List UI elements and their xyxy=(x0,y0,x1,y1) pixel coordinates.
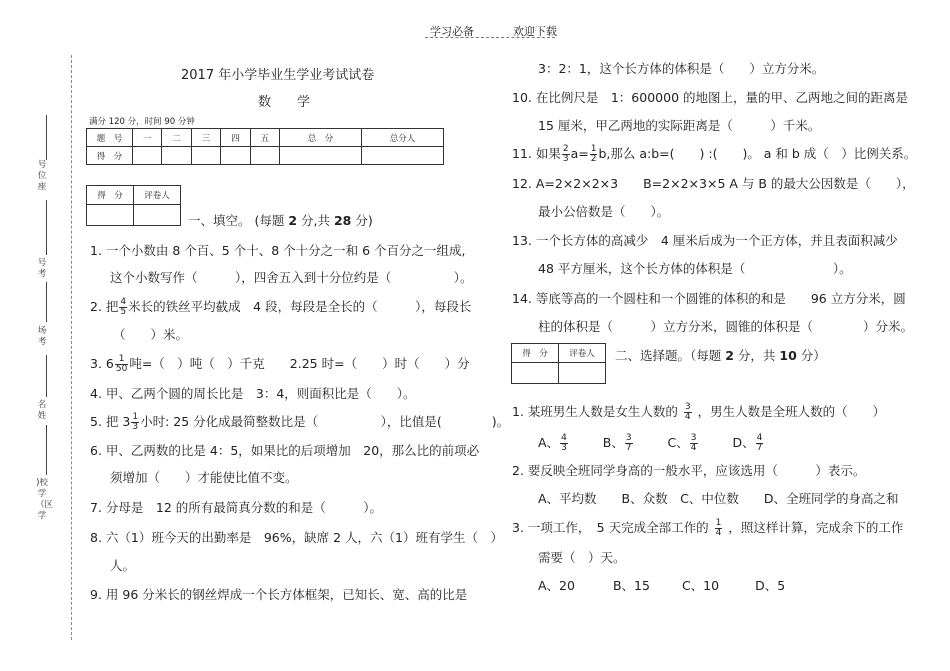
q3-text: 吨=（ ）吨（ ）千克 2.25 时=（ ）时（ ）分 xyxy=(129,356,470,371)
q6-line2: 须增加（ ）才能使比值不变。 xyxy=(110,470,298,485)
section1-points: 2 xyxy=(288,213,298,228)
numerator: 4 xyxy=(561,433,567,443)
q1-line2: 这个小数写作（ ），四舍五入到十分位约是（ ）。 xyxy=(110,270,473,285)
fraction xyxy=(590,145,598,164)
q10-line1: 10. 在比例尺是 1：600000 的地图上，量的甲、乙两地之间的距离是 xyxy=(512,90,908,105)
numerator: 1 xyxy=(715,518,722,528)
option-d[interactable] xyxy=(732,433,764,453)
denominator: 4 xyxy=(715,528,722,538)
q5-text: 小时: 25 分化成最简整数比是（ ），比值是( )。 xyxy=(140,414,510,429)
q6-line1: 6. 甲、乙两数的比是 4：5，如果比的后项增加 20，那么比的前项必 xyxy=(90,443,480,458)
denominator: 3 xyxy=(561,443,567,453)
grader-score-label: 得 分 xyxy=(87,186,134,205)
header-left: 学习必备 xyxy=(430,25,474,38)
score-header: 三 xyxy=(191,129,220,147)
score-row-label: 得 分 xyxy=(87,147,133,165)
score-cell[interactable] xyxy=(280,147,362,165)
exam-info: 满分 120 分，时间 90 分钟 xyxy=(89,117,195,127)
q5-line xyxy=(90,413,509,432)
fraction xyxy=(756,434,764,453)
seat-label: 号位座 xyxy=(37,160,47,192)
section2-heading xyxy=(615,348,826,364)
section1-heading xyxy=(188,213,373,229)
grader-reviewer-label: 评卷人 xyxy=(559,344,606,363)
grader-box xyxy=(511,343,606,384)
q14-line1: 14. 等底等高的一个圆柱和一个圆锥的体积的和是 96 立方分米，圆 xyxy=(512,291,906,306)
section1-text: 一、填空。 (每题 xyxy=(188,213,289,228)
option-b[interactable] xyxy=(602,433,634,453)
grader-box xyxy=(86,185,181,226)
score-cell[interactable] xyxy=(361,147,443,165)
score-cell[interactable] xyxy=(191,147,220,165)
numerator: 1 xyxy=(590,144,597,154)
subject-title: 数 学 xyxy=(258,95,311,110)
side-line xyxy=(46,115,47,160)
denominator: 50 xyxy=(115,364,128,374)
q2-line2: （ ）米。 xyxy=(113,327,189,342)
header-right: 欢迎下载 xyxy=(513,25,557,38)
grader-reviewer-label: 评卷人 xyxy=(134,186,181,205)
c3-line2: 需要（ ）天。 xyxy=(538,550,626,565)
q8-line2: 人。 xyxy=(110,558,136,573)
option-d[interactable]: D、5 xyxy=(755,578,786,593)
denominator: 3 xyxy=(132,422,139,432)
c3-text: 3. 一项工作， 5 天完成全部工作的 xyxy=(512,520,709,535)
q11-text: 11. 如果 xyxy=(512,146,561,161)
score-header: 题 号 xyxy=(87,129,133,147)
denominator: 4 xyxy=(684,412,691,422)
fraction xyxy=(119,298,127,317)
cut-line xyxy=(71,55,72,640)
score-cell[interactable] xyxy=(162,147,191,165)
grader-score-label: 得 分 xyxy=(512,344,559,363)
score-header: 四 xyxy=(221,129,250,147)
option-letter: B、 xyxy=(602,435,624,450)
exam-room-label: 场考 xyxy=(37,326,47,347)
side-line xyxy=(46,355,47,397)
q9-line2: 3：2：1，这个长方体的体积是（ ）立方分米。 xyxy=(538,61,825,76)
q2-text: 2. 把 xyxy=(90,299,119,314)
c2-line: 2. 要反映全班同学身高的一般水平，应该选用（ ）表示。 xyxy=(512,463,866,478)
q3-text: 3. 6 xyxy=(90,356,114,371)
numerator: 1 xyxy=(132,412,139,422)
score-table xyxy=(86,128,444,165)
section2-total: 10 xyxy=(779,348,797,363)
option-a[interactable]: A、20 xyxy=(538,578,575,593)
section2-text: 分，共 xyxy=(733,348,780,363)
q10-line2: 15 厘米，甲乙两地的实际距离是（ ）千米。 xyxy=(538,118,821,133)
q7-line: 7. 分母是 12 的所有最简真分数的和是（ ）。 xyxy=(90,500,383,515)
option-c[interactable] xyxy=(667,433,699,453)
section1-text: 分) xyxy=(351,213,373,228)
numerator: 3 xyxy=(684,402,691,412)
c2-options[interactable]: A、平均数 B、众数 C、中位数 D、全班同学的身高之和 xyxy=(538,491,899,506)
q3-line xyxy=(90,355,470,374)
c1-options xyxy=(538,434,764,453)
exam-number-label: 号考 xyxy=(37,258,47,279)
numerator: 4 xyxy=(756,433,763,443)
score-value-row xyxy=(87,147,444,165)
header-underline xyxy=(425,37,555,38)
school-label: )校学（区学 xyxy=(36,478,54,521)
numerator: 2 xyxy=(562,144,569,154)
option-a[interactable] xyxy=(538,433,569,453)
q1-line1: 1. 一个小数由 8 个百、5 个十、8 个十分之一和 6 个百分之一组成, xyxy=(90,243,466,258)
numerator: 4 xyxy=(120,297,127,307)
section2-points: 2 xyxy=(725,348,734,363)
score-header: 总 分 xyxy=(280,129,362,147)
c1-line xyxy=(512,403,885,422)
denominator: 7 xyxy=(756,443,763,453)
denominator: 2 xyxy=(590,154,597,164)
q11-text: a= xyxy=(570,146,589,161)
option-letter: D、 xyxy=(732,435,755,450)
denominator: 7 xyxy=(625,443,632,453)
q5-text: 5. 把 3 xyxy=(90,414,131,429)
denominator: 3 xyxy=(562,154,569,164)
q11-line xyxy=(512,145,916,164)
score-header-row xyxy=(87,129,444,147)
grader-cell[interactable] xyxy=(559,363,606,384)
side-line xyxy=(46,282,47,322)
numerator: 1 xyxy=(115,355,128,365)
q4-line: 4. 甲、乙两个圆的周长比是 3：4，则面积比是（ ）。 xyxy=(90,386,416,401)
score-header: 一 xyxy=(133,129,162,147)
q14-line2: 柱的体积是（ ）立方分米，圆锥的体积是（ ）分米。 xyxy=(538,319,914,334)
score-header: 五 xyxy=(250,129,279,147)
q13-line1: 13. 一个长方体的高减少 4 厘米后成为一个正方体，并且表面积减少 xyxy=(512,233,898,248)
q13-line2: 48 平方厘米，这个长方体的体积是（ ）。 xyxy=(538,261,852,276)
c3-text: ，照这样计算，完成余下的工作 xyxy=(728,520,904,535)
option-c[interactable]: C、10 xyxy=(681,578,720,593)
q2-line1 xyxy=(90,298,471,317)
q12-line1: 12. A=2×2×2×3 B=2×2×3×5 A 与 B 的最大公因数是（ ）， xyxy=(512,176,915,191)
section2-text: 二、选择题。（每题 xyxy=(615,348,726,363)
fraction xyxy=(131,413,139,432)
fraction xyxy=(690,434,698,453)
side-line xyxy=(46,425,47,475)
c3-line1 xyxy=(512,519,903,538)
denominator: 4 xyxy=(690,443,697,453)
option-b[interactable]: B、15 xyxy=(612,578,650,593)
fraction xyxy=(562,145,570,164)
option-letter: C、 xyxy=(667,435,689,450)
score-header: 二 xyxy=(162,129,191,147)
q2-text: 米长的铁丝平均截成 4 段，每段是全长的（ ），每段长 xyxy=(128,299,472,314)
fraction xyxy=(684,403,692,422)
grader-cell[interactable] xyxy=(87,205,134,226)
section1-total: 28 xyxy=(333,213,352,228)
name-label: 名姓 xyxy=(37,400,47,421)
c3-options xyxy=(538,578,785,594)
fraction xyxy=(625,434,633,453)
c1-text: 1. 某班男生人数是女生人数的 xyxy=(512,404,678,419)
section2-text: 分） xyxy=(796,348,826,363)
denominator: 5 xyxy=(120,307,127,317)
grader-cell[interactable] xyxy=(512,363,559,384)
grader-cell[interactable] xyxy=(134,205,181,226)
page-title: 2017 年小学毕业生学业考试试卷 xyxy=(181,68,375,83)
side-line xyxy=(46,200,47,255)
q11-text: b,那么 a:b=( ) :( )。 a 和 b 成（ ）比例关系。 xyxy=(598,146,917,161)
q9-line1: 9. 用 96 分米长的钢丝焊成一个长方体框架，已知长、宽、高的比是 xyxy=(90,587,468,602)
q12-line2: 最小公倍数是（ ）。 xyxy=(538,204,670,219)
fraction xyxy=(715,519,723,538)
numerator: 3 xyxy=(625,433,632,443)
score-cell[interactable] xyxy=(221,147,250,165)
score-cell[interactable] xyxy=(250,147,279,165)
c1-text: ，男生人数是全班人数的（ ） xyxy=(697,404,886,419)
score-cell[interactable] xyxy=(133,147,162,165)
fraction xyxy=(115,355,128,374)
numerator: 3 xyxy=(690,433,697,443)
fraction xyxy=(560,434,568,453)
score-header: 总分人 xyxy=(361,129,443,147)
option-letter: A、 xyxy=(538,435,560,450)
q8-line1: 8. 六（1）班今天的出勤率是 96%，缺席 2 人，六（1）班有学生（ ） xyxy=(90,530,503,545)
section1-text: 分,共 xyxy=(297,213,334,228)
